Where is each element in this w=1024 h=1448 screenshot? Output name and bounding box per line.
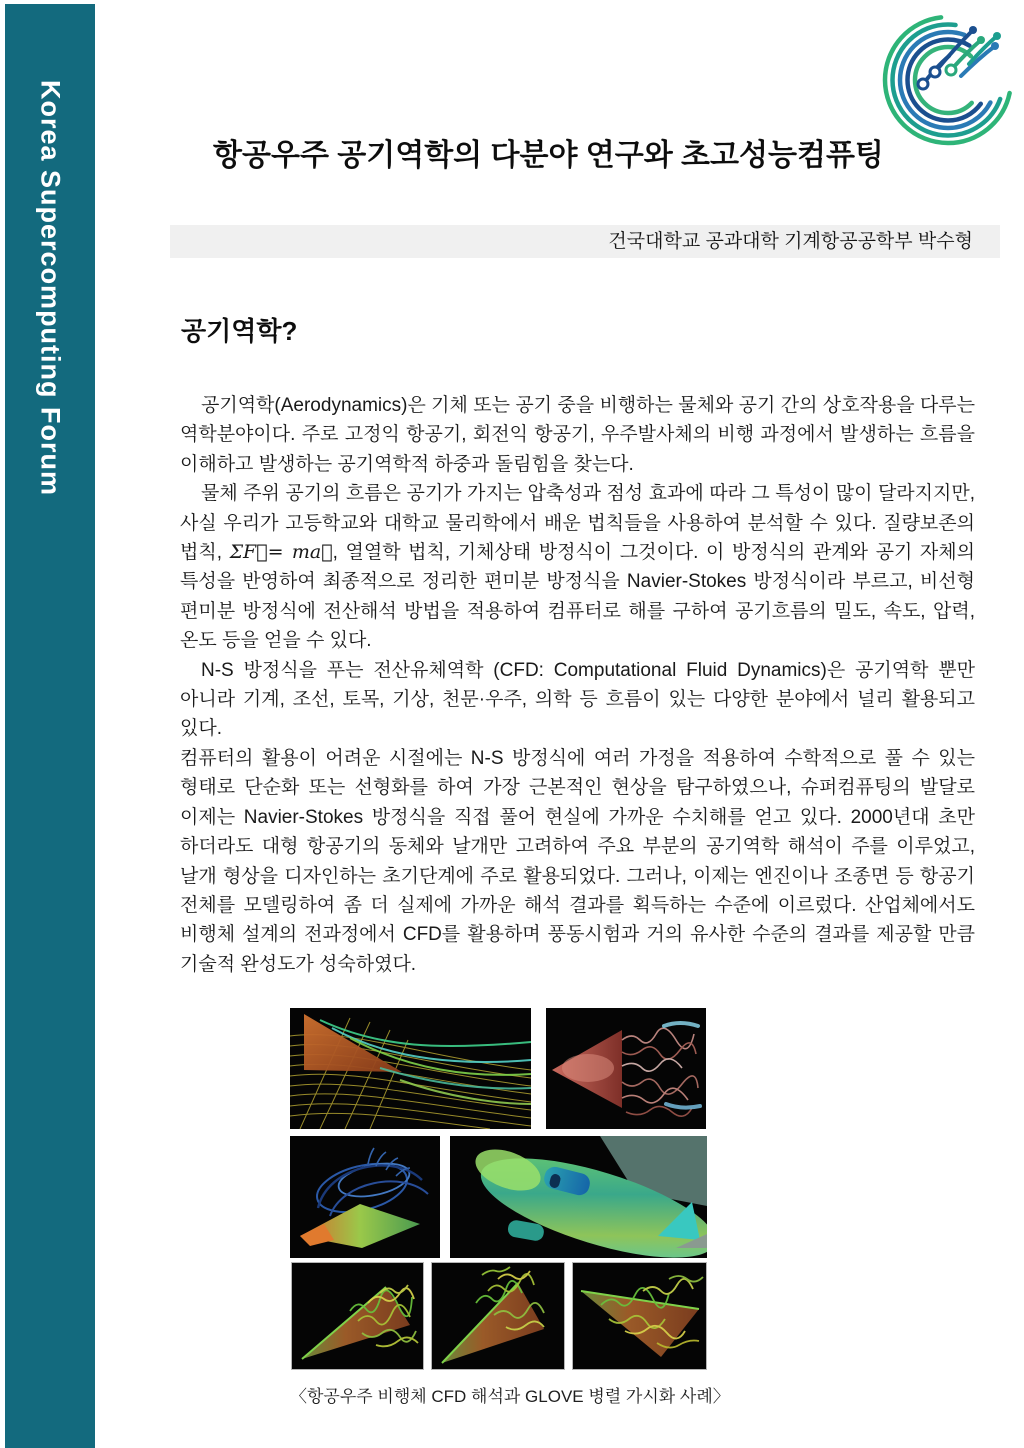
delta-vortex-art-2 [432,1263,564,1369]
byline-bar [170,225,1000,258]
figure-image-delta-vortex-case-1 [291,1262,424,1370]
paragraph-4: 컴퓨터의 활용이 어려운 시절에는 N-S 방정식에 여러 가정을 적용하여 수학적으로 풀 수 있는 형태로 단순화 또는 선형화를 하여 가장 근본적인 현상을 탐구하였으나, 슈퍼컴퓨팅의 발달로 이제는 Navier-Stokes 방정식을 직접 풀어 현실에 가까운 수치해를 얻고 있다. 2000년대 초만 하더라도 대형 항공기의 동체와 날개만 고려하여 주요 부분의 공기역학 해석이 주를 이루었고, 날개 형상을 디자인하는 초기단계에 주로 활용되었다. 그러나, 이제는 엔진이나 조종면 등 항공기 전체를 모델링하여 좀 더 실제에 가까운 해석 결과를 획득하는 수준에 이르렀다. 산업체에서도 비행체 설계의 전과정에서 CFD를 활용하며 풍동시험과 거의 유사한 수준의 결과를 제공할 만큼 기술적 완성도가 성숙하였다. [180,747,975,975]
section-heading: 공기역학? [181,316,298,346]
left-brand-band [5,4,95,1448]
figure-caption: 〈항공우주 비행체 CFD 해석과 GLOVE 병렬 가시화 사례〉 [290,1387,730,1406]
aircraft-pressure-art [450,1136,707,1258]
paragraph-2-text-b: , 열열학 법칙, 기체상태 방정식이 그것이다. 이 방정식의 관계와 공기 자체의 특성을 반영하여 최종적으로 정리한 편미분 방정식을 Navier-Stokes 방정식이라 부르고, 비선형 편미분 방정식에 전산해석 방법을 적용하여 컴퓨터로 해를 구하여 공기흐름의 밀도, 속도, 압력, 온도 등을 얻을 수 있다. [180,542,975,652]
cfd-figure-grid [290,1008,730,1412]
brand-vertical-text: Korea Supercomputing Forum [35,80,66,497]
turbulent-wake-art [546,1008,706,1129]
figure-image-aircraft-surface-pressure [450,1136,707,1258]
figure-image-delta-wing-streamline-mesh [290,1008,531,1129]
figure-image-delta-vortex-case-3 [572,1262,707,1370]
figure-image-blue-vortex-wing [290,1136,440,1258]
paragraph-2-text-a: 물체 주위 공기의 흐름은 공기가 가지는 압축성과 점성 효과에 따라 그 특성이 많이 달라지지만, 사실 우리가 고등학교와 대학교 물리학에서 배운 법칙들을 사용하여 분석할 수 있다. 질량보존의 법칙, [180,483,975,564]
delta-vortex-art-1 [292,1263,423,1369]
logo-art [873,6,1023,146]
page-title: 항공우주 공기역학의 다분야 연구와 초고성능컴퓨팅 [213,139,884,172]
newton-second-law-formula: ΣF⃗= ma⃗ [229,541,333,564]
figure-image-delta-vortex-case-2 [431,1262,565,1370]
paragraph-2 [180,479,975,655]
delta-vortex-art-3 [573,1263,706,1369]
figure-image-delta-wing-turbulent-wake [546,1008,706,1129]
author-affiliation: 건국대학교 공과대학 기계항공공학부 박수형 [608,231,973,252]
paragraph-3: N-S 방정식을 푸는 전산유체역학 (CFD: Computational Fluid Dynamics)은 공기역학 뿐만 아니라 기계, 조선, 토목, 기상, 천문·우주, 의학 등 흐름이 있는 다양한 분야에서 널리 활용되고 있다. [180,659,975,740]
article-body [180,391,975,979]
streamline-mesh-art [290,1008,531,1129]
paragraph-1: 공기역학(Aerodynamics)은 기체 또는 공기 중을 비행하는 물체와 공기 간의 상호작용을 다루는 역학분야이다. 주로 고정익 항공기, 회전익 항공기, 우주발사체의 비행 과정에서 발생하는 흐름을 이해하고 발생하는 공기역학적 하중과 돌림힘을 찾는다. [180,395,975,475]
blue-vortex-art [290,1136,440,1258]
